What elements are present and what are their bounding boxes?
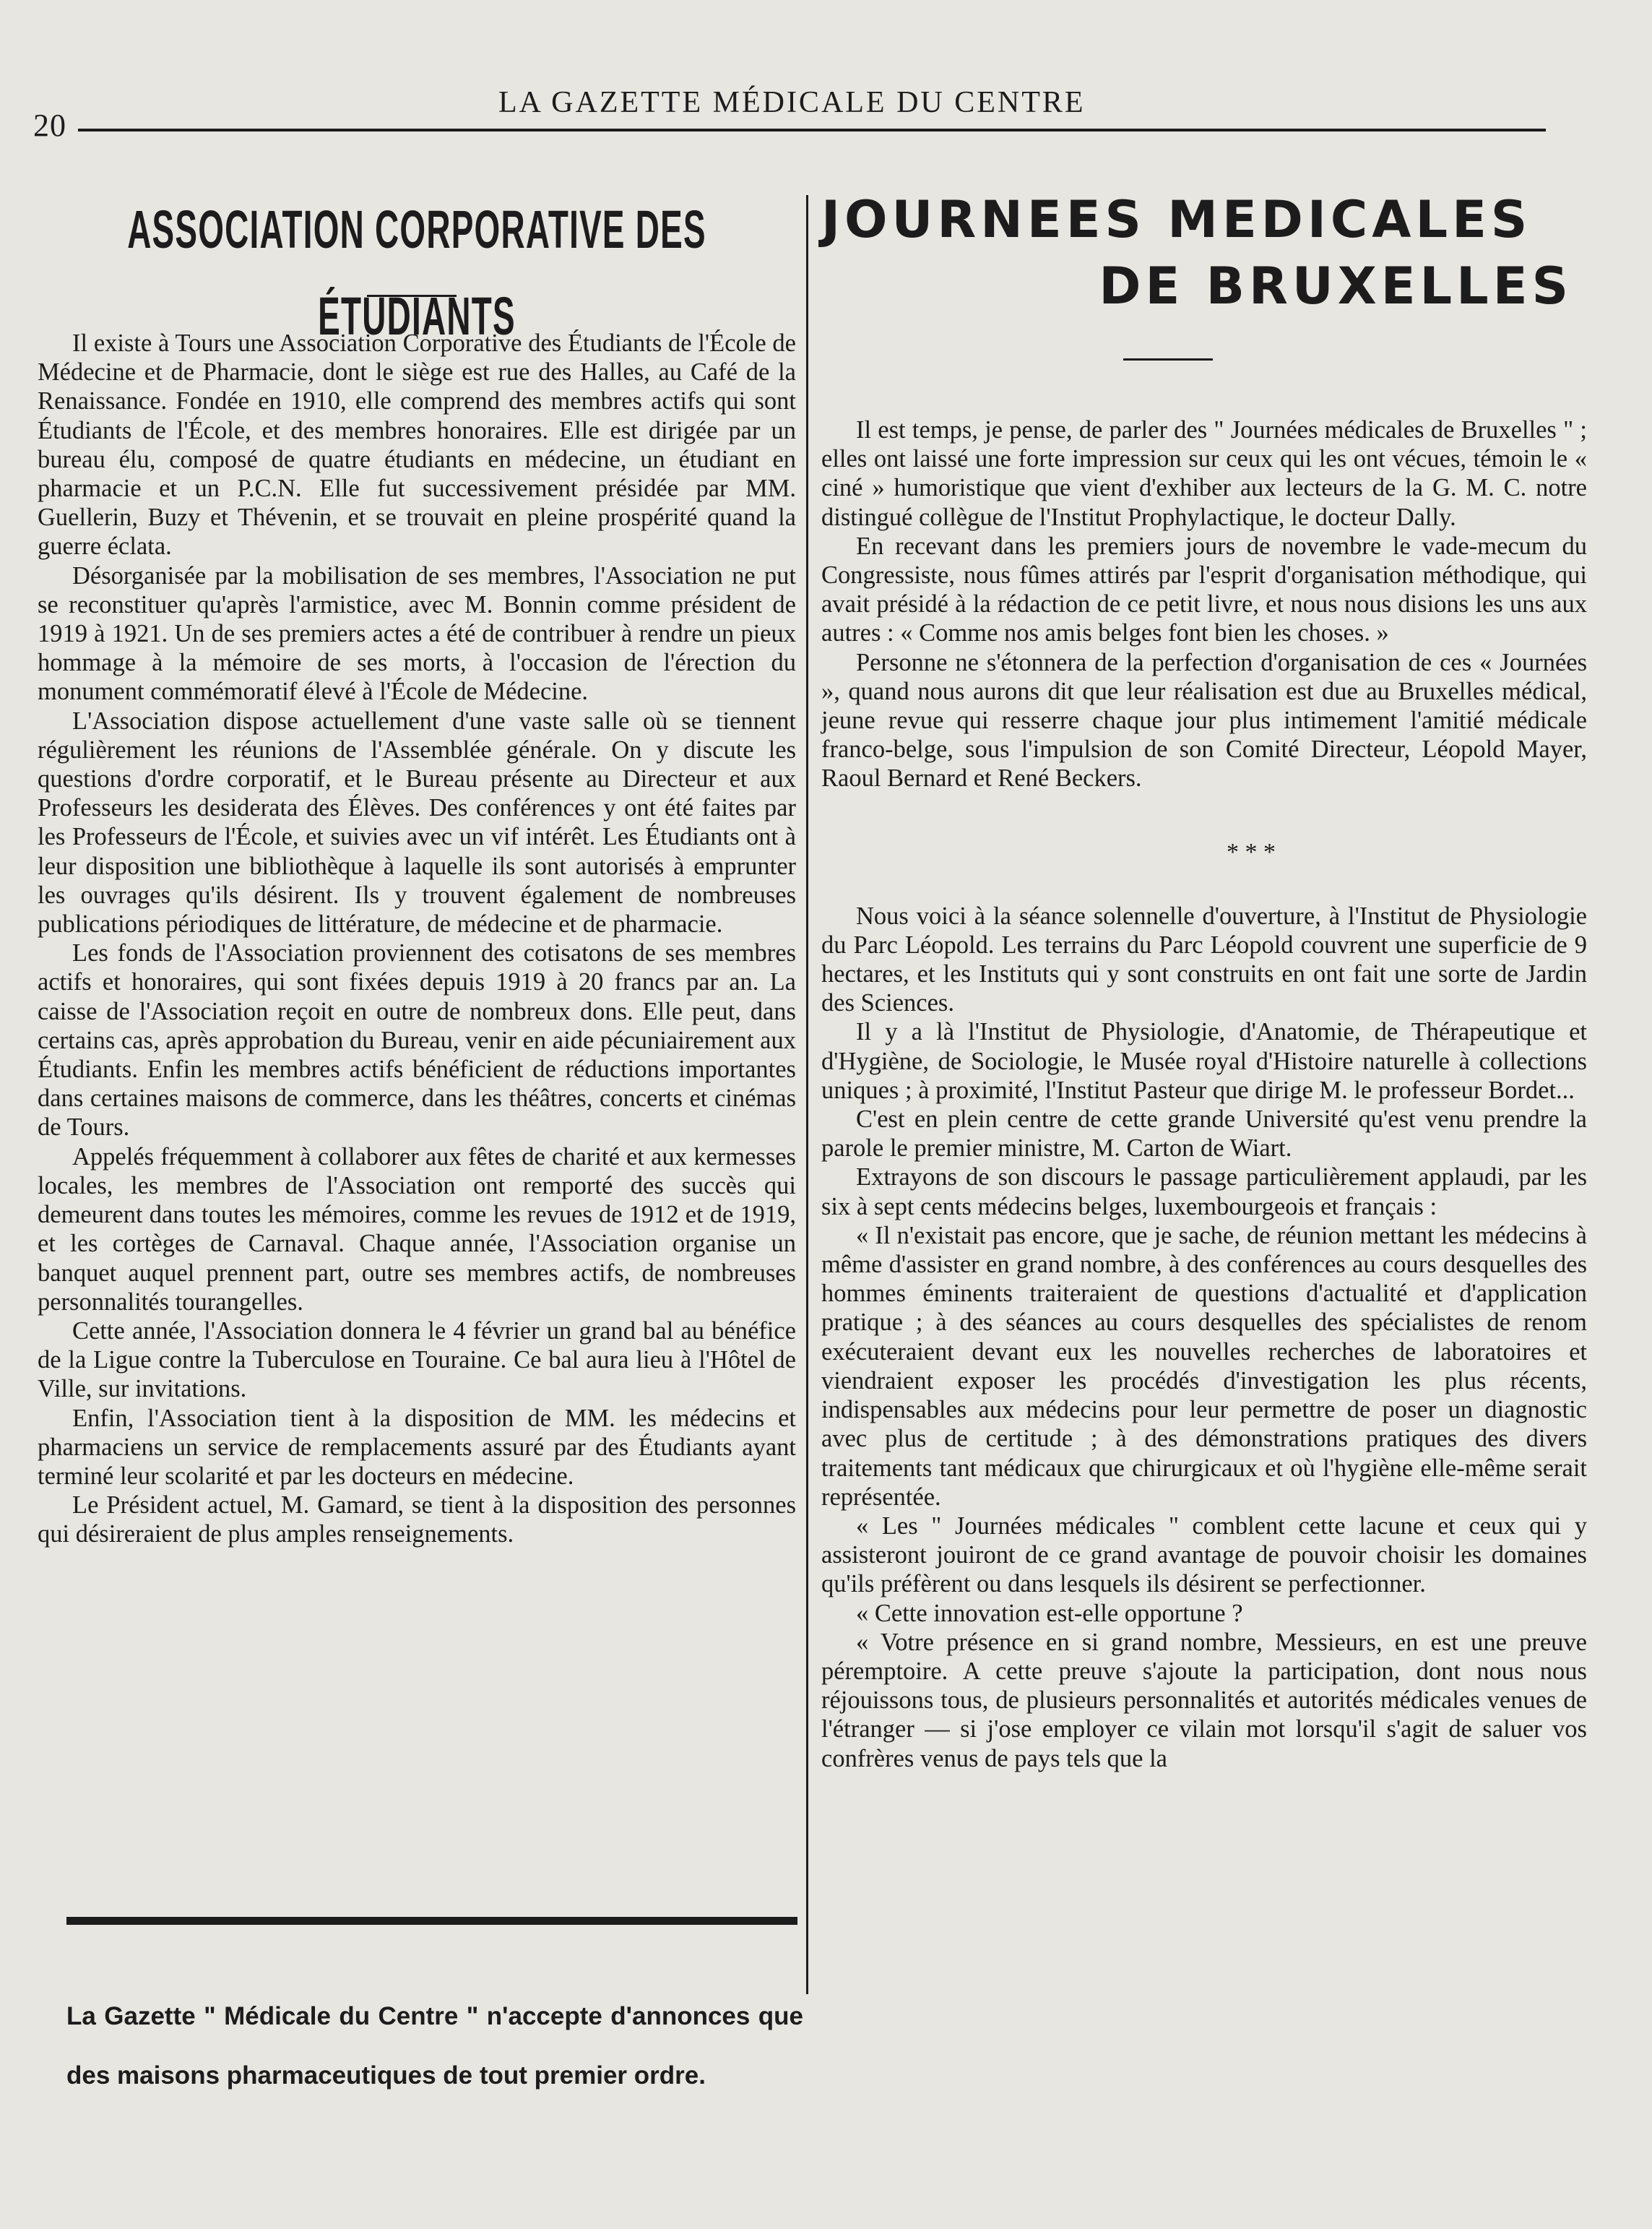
paragraph: Nous voici à la séance solennelle d'ouverture, à l'Institut de Physiologie du Parc Léopold. Les terrains du Parc Léopold couvrent une superficie de 9 hectares, et les Instituts qui y sont construits en ont fait une sorte de Jardin des Sciences.: [821, 902, 1587, 1017]
paragraph: Appelés fréquemment à collaborer aux fêtes de charité et aux kermesses locales, les membres de l'Association ont remporté des succès qui demeurent dans toutes les mémoires, comme les revues de 1912 et de 1919, et les cortèges de Carnaval. Chaque année, l'Association organise un banquet auquel prennent part, outre ses membres actifs, de nombreuses personnalités tourangelles.: [38, 1142, 796, 1316]
running-title: LA GAZETTE MÉDICALE DU CENTRE: [498, 86, 1086, 119]
paragraph: « Il n'existait pas encore, que je sache, de réunion mettant les médecins à même d'assister en grand nombre, à des conférences au cours desquelles des hommes éminents traiteraient de questions d'actualité et d'application pratique ; à des séances au cours desquelles des spécialistes de renom exécuteraient devant eux les nouvelles recherches de laboratoires et viendraient exposer les procédés d'investigation les plus récents, indispensables aux médecins pour leur permettre de poser un diagnostic avec plus de certitude ; à des démonstrations pratiques des divers traitements tant médicaux que chirurgicaux et où l'hygiène elle-même serait représentée.: [821, 1221, 1587, 1511]
paragraph: Les fonds de l'Association proviennent des cotisatons de ses membres actifs et honoraires, qui sont fixées depuis 1919 à 20 francs par an. La caisse de l'Association reçoit en outre de nombreux dons. Elle peut, dans certains cas, après approbation du Bureau, venir en aide pécuniairement aux Étudiants. Enfin les membres actifs bénéficient de réductions importantes dans certaines maisons de commerce, dans les théâtres, concerts et cinémas de Tours.: [38, 939, 796, 1142]
paragraph: Cette année, l'Association donnera le 4 février un grand bal au bénéfice de la Ligue contre la Tuberculose en Touraine. Ce bal aura lieu à l'Hôtel de Ville, sur invitations.: [38, 1316, 796, 1403]
notice-rule: [66, 1917, 797, 1925]
paragraph: C'est en plein centre de cette grande Université qu'est venu prendre la parole le premier ministre, M. Carton de Wiart.: [821, 1105, 1587, 1163]
right-column: [821, 186, 1587, 1773]
paragraph: Il est temps, je pense, de parler des " Journées médicales de Bruxelles " ; elles ont laissé une forte impression sur ceux qui les ont vécues, témoin le « ciné » humoristique que vient d'exhiber aux lecteurs de la G. M. C. notre distingué collègue de l'Institut Prophylactique, le docteur Dally.: [821, 416, 1587, 531]
paragraph: Il y a là l'Institut de Physiologie, d'Anatomie, de Thérapeutique et d'Hygiène, de Sociologie, le Musée royal d'Histoire naturelle à collections uniques ; à proximité, l'Institut Pasteur que dirige M. le professeur Bordet...: [821, 1018, 1587, 1104]
advertising-notice: La Gazette " Médicale du Centre " n'accepte d'annonces que des maisons pharmaceutiques de tout premier ordre.: [66, 2002, 803, 2090]
paragraph: « Votre présence en si grand nombre, Messieurs, en est une preuve péremptoire. A cette preuve s'ajoute la participation, dont nous nous réjouissons tous, de plusieurs personnalités et autorités médicales venues de l'étranger — si j'ose employer ce vilain mot lorsqu'il s'agit de saluer vos confrères venus de pays tels que la: [821, 1628, 1587, 1772]
title-line-2: DE BRUXELLES: [1099, 256, 1573, 316]
paragraph: « Cette innovation est-elle opportune ?: [856, 1599, 1243, 1627]
page-number: 20: [33, 108, 66, 143]
article-body-journees-part1: [821, 415, 1587, 793]
header-rule: [78, 129, 1546, 132]
paragraph: Le Président actuel, M. Gamard, se tient à la disposition des personnes qui désireraient de plus amples renseignements.: [38, 1491, 796, 1548]
article-title-journees: [821, 186, 1587, 319]
section-separator-stars: * * *: [1227, 838, 1276, 866]
paragraph: L'Association dispose actuellement d'une vaste salle où se tiennent régulièrement les réunions de l'Assemblée générale. On y discute les questions d'ordre corporatif, et le Bureau présente au Directeur et aux Professeurs les desiderata des Élèves. Des conférences y ont été faites par les Professeurs de l'École, et suivies avec un vif intérêt. Les Étudiants ont à leur disposition une bibliothèque à laquelle ils sont autorisés à emprunter les ouvrages qu'ils désirent. Ils y trouvent également de nombreuses publications périodiques de littérature, de médecine et de pharmacie.: [38, 707, 796, 939]
article-body-journees-part2: [821, 902, 1587, 1773]
article-body-association: [38, 329, 796, 1549]
left-column: [38, 186, 796, 1549]
paragraph: Extrayons de son discours le passage particulièrement applaudi, par les six à sept cents médecins belges, luxembourgeois et français :: [821, 1163, 1587, 1220]
paragraph: Personne ne s'étonnera de la perfection d'organisation de ces « Journées », quand nous aurons dit que leur réalisation est due au Bruxelles médical, jeune revue qui resserre chaque jour plus intimement l'amitié médicale franco-belge, sous l'impulsion de son Comité Directeur, Léopold Mayer, Raoul Bernard et René Beckers.: [821, 648, 1587, 793]
paragraph: « Les " Journées médicales " comblent cette lacune et ceux qui y assisteront jouiront de ce grand avantage de pouvoir choisir les domaines qu'ils préfèrent ou dans lesquels ils désirent se perfectionner.: [821, 1512, 1587, 1598]
paragraph: Enfin, l'Association tient à la disposition de MM. les médecins et pharmaciens un service de remplacements assuré par des Étudiants ayant terminé leur scolarité et par les docteurs en médecine.: [38, 1404, 796, 1490]
paragraph: Désorganisée par la mobilisation de ses membres, l'Association ne put se reconstituer qu'après l'armistice, avec M. Bonnin comme président de 1919 à 1921. Un de ses premiers actes a été de contribuer à rendre un pieux hommage à la mémoire de ses morts, à l'occasion de l'érection du monument commémoratif élevé à l'École de Médecine.: [38, 561, 796, 706]
title-line-1: JOURNEES MEDICALES: [821, 190, 1532, 249]
paragraph: En recevant dans les premiers jours de novembre le vade-mecum du Congressiste, nous fûmes attirés par l'esprit d'organisation méthodique, qui avait présidé à la rédaction de ce petit livre, et nous nous disions les uns aux autres : « Comme nos amis belges font bien les choses. »: [821, 532, 1587, 647]
title-rule: [1123, 358, 1213, 361]
article-title-association: ASSOCIATION CORPORATIVE DES ÉTUDIANTS: [127, 199, 706, 346]
column-divider: [806, 195, 808, 1994]
paragraph: Il existe à Tours une Association Corporative des Étudiants de l'École de Médecine et de Pharmacie, dont le siège est rue des Halles, au Café de la Renaissance. Fondée en 1910, elle comprend des membres actifs qui sont Étudiants de l'École, et des membres honoraires. Elle est dirigée par un bureau élu, composé de quatre étudiants en médecine, un étudiant en pharmacie et un P.C.N. Elle fut successivement présidée par MM. Guellerin, Buzy et Thévenin, et se trouvait en pleine prospérité quand la guerre éclata.: [38, 329, 796, 561]
